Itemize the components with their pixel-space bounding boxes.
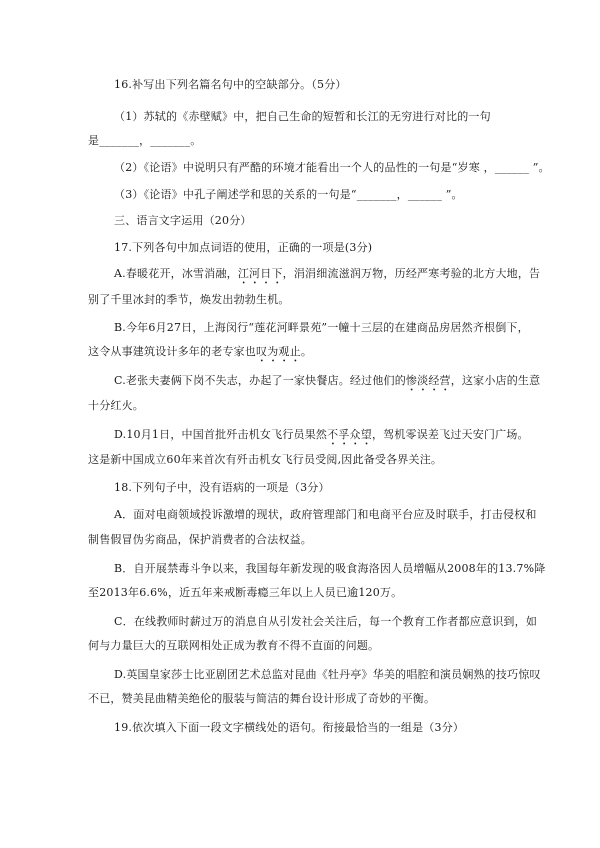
- q18-stem: 18.下列句子中，没有语病的一项是（3分）: [114, 481, 330, 494]
- q17-option-b-line-2: [88, 344, 312, 365]
- q17-option-d-post: ，驾机零误差飞过天安门广场。: [371, 428, 529, 441]
- q17-option-a-dotted-word: 江河日下: [237, 267, 283, 280]
- q17-option-c-dotted-word: 惨淡经营: [405, 374, 451, 387]
- q17-option-a-post: ，涓涓细流滋润万物，历经严寒考验的北方大地，告: [282, 267, 541, 280]
- q17-option-c-post: ，这家小店的生意: [450, 374, 541, 387]
- q17-option-d-line-2: 这是新中国成立60年来首次有歼击机女飞行员受阅,因此备受各界关注。: [88, 453, 443, 466]
- section-3-title: 三、语言文字运用（20分）: [114, 214, 252, 227]
- q18-option-c-line-2: 何与力量巨大的互联网相处正成为教育不得不直面的问题。: [88, 639, 380, 652]
- q17-option-a-pre: A.春暖花开，冰雪消融，: [114, 267, 238, 280]
- q17-option-a-line-2: 别了千里冰封的季节，焕发出勃勃生机。: [88, 293, 290, 306]
- q18-option-c-line-1: C．在线教师时薪过万的消息自从引发社会关注后，每一个教育工作者都应意识到，如: [114, 615, 538, 628]
- q17-option-b-post: 。: [300, 345, 313, 358]
- q19-stem: 19.依次填入下面一段文字横线处的语句。衔接最恰当的一组是（3分）: [114, 721, 465, 734]
- q16-item-2: （2）《论语》中说明只有严酷的环境才能看出一个人的品性的一句是“岁寒 ，______ ”。: [114, 161, 550, 174]
- q16-item-3: （3）《论语》中孔子阐述学和思的关系的一句是“_______，______ ”。: [114, 188, 463, 201]
- q16-stem: 16.补写出下列名篇名句中的空缺部分。（5分）: [114, 78, 347, 91]
- q18-option-b-line-1: B．自开展禁毒斗争以来，我国每年新发现的吸食海洛因人员增幅从2008年的13.7%降: [114, 562, 546, 575]
- q17-option-d-line-1: [114, 427, 529, 448]
- q17-option-c-line-1: [114, 373, 540, 394]
- q17-option-b-pre: 这令从事建筑设计多年的老专家也: [88, 345, 256, 358]
- q18-option-a-line-2: 制售假冒伪劣商品，保护消费者的合法权益。: [88, 533, 312, 546]
- q18-option-a-line-1: A．面对电商领域投诉激增的现状，政府管理部门和电商平台应及时联手，打击侵权和: [114, 508, 537, 521]
- q16-item-1-line-1: （1）苏轼的《赤壁赋》中，把自己生命的短暂和长江的无穷进行对比的一句: [114, 110, 491, 123]
- q17-option-c-pre: C.老张夫妻俩下岗不失志，办起了一家快餐店。经过他们的: [114, 374, 406, 387]
- q17-option-d-dotted-word: 不孚众望: [327, 428, 372, 441]
- q17-option-c-line-2: 十分红火。: [88, 399, 144, 412]
- q18-option-b-line-2: 至2013年6.6%，近五年来戒断毒瘾三年以上人员已逾120万。: [88, 586, 403, 599]
- q17-option-b-dotted-word: 叹为观止: [256, 345, 301, 358]
- q17-option-d-pre: D.10月1日，中国首批歼击机女飞行员果然: [114, 428, 328, 441]
- q17-stem: 17.下列各句中加点词语的使用，正确的一项是(3分): [114, 241, 373, 254]
- q17-option-b-line-1: B.今年6月27日，上海闵行“莲花河畔景苑”一幢十三层的在建商品房居然齐根倒下，: [114, 321, 529, 334]
- q16-item-1-line-2: 是_______，_______。: [88, 134, 202, 147]
- q18-option-d-line-1: D.英国皇家莎士比亚剧团艺术总监对昆曲《牡丹亭》华美的唱腔和演员娴熟的技巧惊叹: [114, 668, 541, 681]
- q18-option-d-line-2: 不已，赞美昆曲精美绝伦的服装与简洁的舞台设计形成了奇妙的平衡。: [88, 692, 436, 705]
- q17-option-a-line-1: [114, 266, 540, 287]
